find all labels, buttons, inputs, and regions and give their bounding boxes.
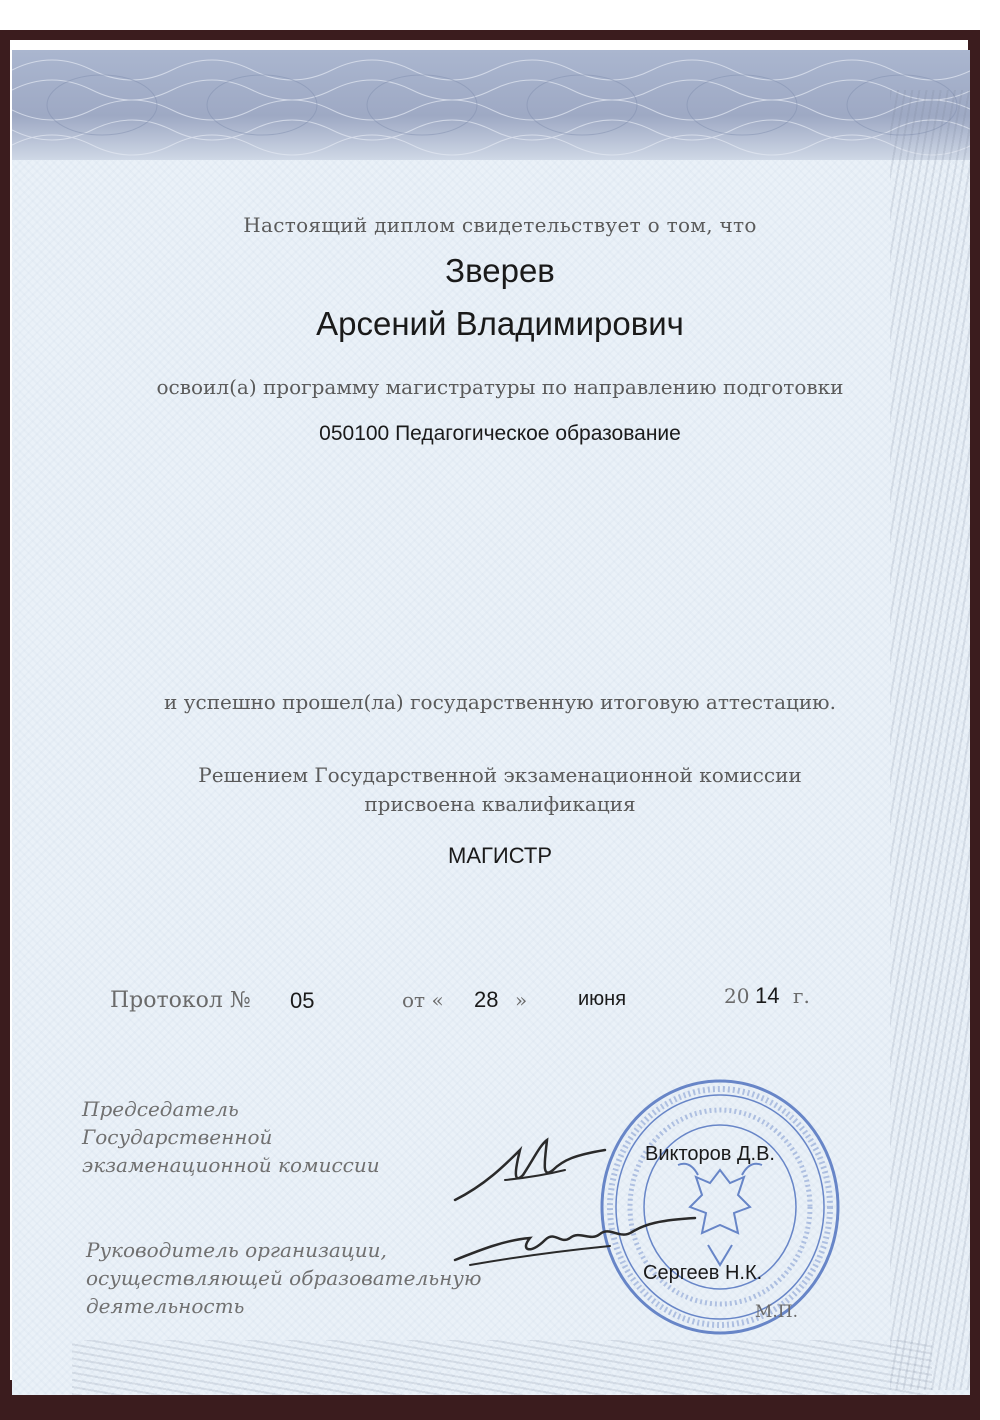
protocol-month: июня bbox=[578, 988, 627, 1010]
head-role bbox=[86, 1236, 481, 1320]
protocol-year-prefix: 20 bbox=[724, 984, 750, 1008]
chairman-name: Викторов Д.В. bbox=[645, 1143, 775, 1165]
protocol-date-prefix: от « bbox=[402, 988, 444, 1012]
qualification: МАГИСТР bbox=[448, 843, 552, 868]
graduate-given-names: Арсений Владимирович bbox=[316, 305, 684, 342]
head-name: Сергеев Н.К. bbox=[643, 1262, 763, 1284]
intro-line: Настоящий диплом свидетельствует о том, что bbox=[243, 213, 757, 237]
attestation-line: и успешно прошел(ла) государственную итоговую аттестацию. bbox=[164, 690, 836, 714]
protocol-year-unit: г. bbox=[793, 984, 810, 1008]
chairman-role-line: Государственной bbox=[82, 1125, 273, 1149]
protocol-number: 05 bbox=[290, 988, 315, 1013]
protocol-label: Протокол № bbox=[110, 988, 251, 1013]
head-role-line: Руководитель организации, bbox=[86, 1238, 387, 1262]
program-line: освоил(а) программу магистратуры по направлению подготовки bbox=[156, 375, 844, 399]
graduate-surname: Зверев bbox=[445, 252, 555, 289]
chairman-role-line: Председатель bbox=[82, 1097, 239, 1121]
seal-place-mark: М.П. bbox=[755, 1302, 799, 1322]
head-role-line: осуществляющей образовательную bbox=[86, 1266, 482, 1290]
study-direction: 050100 Педагогическое образование bbox=[319, 422, 681, 445]
decision-line-2: присвоена квалификация bbox=[364, 792, 636, 816]
protocol-day: 28 bbox=[474, 987, 499, 1012]
security-bottom-pattern bbox=[72, 1340, 932, 1395]
head-role-line: деятельность bbox=[86, 1294, 245, 1318]
chairman-signature bbox=[445, 1130, 610, 1210]
official-seal-stamp bbox=[598, 1075, 843, 1340]
guilloche-header-band bbox=[12, 50, 970, 160]
protocol-day-close: » bbox=[515, 988, 528, 1012]
protocol-year: 14 bbox=[755, 983, 780, 1008]
chairman-role bbox=[82, 1095, 380, 1179]
chairman-role-line: экзаменационной комиссии bbox=[82, 1153, 380, 1177]
decision-line-1: Решением Государственной экзаменационной комиссии bbox=[198, 763, 802, 787]
